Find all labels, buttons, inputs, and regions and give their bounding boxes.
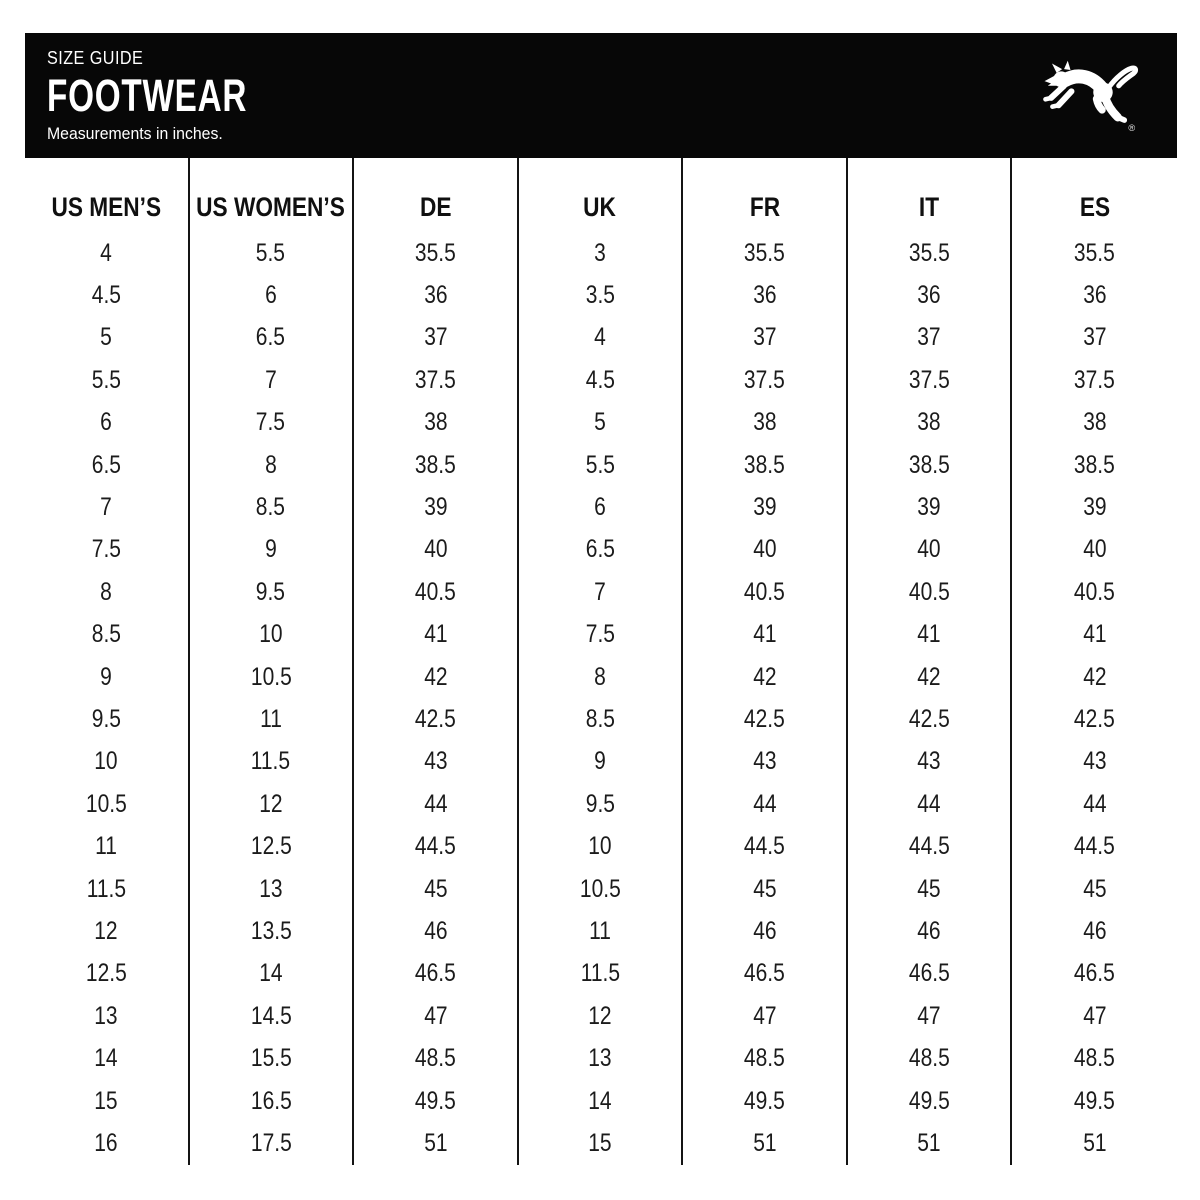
size-cell: 5.5 — [256, 238, 286, 267]
size-cell: 36 — [423, 281, 448, 310]
size-cell: 37.5 — [1074, 365, 1116, 394]
size-cell: 35.5 — [414, 238, 456, 267]
size-cell: 8.5 — [256, 493, 286, 522]
size-cell: 4 — [594, 323, 606, 352]
size-cell: 13 — [588, 1044, 612, 1073]
size-cell: 49.5 — [414, 1086, 456, 1115]
size-cell: 40.5 — [414, 577, 456, 606]
size-column-uk — [519, 158, 684, 1165]
size-cell: 40.5 — [1074, 577, 1116, 606]
size-cell: 8 — [100, 577, 113, 606]
size-cell: 42 — [1083, 662, 1107, 691]
size-cell: 44 — [917, 789, 941, 818]
size-cell: 40.5 — [744, 577, 785, 606]
size-cell: 8.5 — [585, 704, 615, 733]
size-cell: 42 — [752, 662, 777, 691]
size-cell: 35.5 — [1074, 238, 1116, 267]
size-cell: 8.5 — [91, 620, 121, 649]
size-cell: 47 — [752, 1001, 777, 1030]
size-cell: 10 — [94, 747, 118, 776]
size-cell: 4 — [100, 238, 113, 267]
size-cell: 45 — [752, 874, 777, 903]
size-cell: 46.5 — [1074, 959, 1116, 988]
size-cell: 37 — [917, 323, 941, 352]
size-cell: 43 — [1083, 747, 1107, 776]
size-cell: 42.5 — [908, 704, 950, 733]
size-cell: 39 — [917, 493, 941, 522]
size-cell: 10.5 — [579, 874, 621, 903]
size-cell: 45 — [1083, 874, 1107, 903]
size-cell: 14 — [94, 1044, 118, 1073]
size-cell: 11 — [259, 704, 282, 733]
size-cell: 5 — [594, 408, 606, 437]
size-cell: 41 — [752, 620, 777, 649]
column-header: DE — [419, 191, 452, 222]
size-cell: 46 — [423, 916, 448, 945]
size-cell: 38.5 — [1074, 450, 1116, 479]
size-cell: 40 — [1083, 535, 1107, 564]
size-cell: 3 — [594, 238, 606, 267]
subtitle: Measurements in inches. — [47, 124, 223, 143]
size-cell: 46.5 — [414, 959, 456, 988]
size-cell: 35.5 — [744, 238, 785, 267]
size-cell: 16 — [94, 1128, 118, 1157]
size-cell: 37.5 — [908, 365, 950, 394]
size-cell: 43 — [423, 747, 448, 776]
size-cell: 47 — [423, 1001, 448, 1030]
size-cell: 11 — [589, 916, 611, 945]
size-cell: 38.5 — [908, 450, 950, 479]
size-cell: 42.5 — [744, 704, 785, 733]
column-header: US MEN’S — [51, 191, 162, 222]
size-cell: 44 — [423, 789, 448, 818]
size-cell: 12 — [94, 916, 118, 945]
size-cell: 7.5 — [256, 408, 286, 437]
size-column-de — [354, 158, 519, 1165]
size-cell: 36 — [752, 281, 777, 310]
size-cell: 40 — [423, 535, 448, 564]
size-column-fr — [683, 158, 848, 1165]
size-cell: 38 — [917, 408, 941, 437]
size-cell: 13.5 — [250, 916, 292, 945]
eyebrow-label: SIZE GUIDE — [47, 48, 144, 68]
size-cell: 3.5 — [585, 281, 615, 310]
column-header: UK — [583, 191, 617, 222]
size-cell: 6.5 — [91, 450, 121, 479]
page-title: FOOTWEAR — [47, 70, 248, 121]
size-cell: 39 — [752, 493, 777, 522]
size-cell: 10.5 — [250, 662, 292, 691]
size-cell: 40.5 — [908, 577, 950, 606]
banner-text — [47, 49, 317, 142]
size-cell: 12.5 — [250, 832, 292, 861]
size-cell: 47 — [917, 1001, 941, 1030]
size-cell: 9.5 — [256, 577, 286, 606]
size-cell: 39 — [1083, 493, 1107, 522]
size-cell: 36 — [917, 281, 941, 310]
size-cell: 4.5 — [585, 365, 615, 394]
size-cell: 5 — [100, 323, 113, 352]
size-cell: 5.5 — [91, 365, 121, 394]
size-column-us-men-s — [25, 158, 190, 1165]
size-cell: 8 — [265, 450, 277, 479]
size-cell: 38.5 — [744, 450, 785, 479]
size-cell: 12 — [588, 1001, 612, 1030]
size-cell: 51 — [1083, 1128, 1107, 1157]
size-cell: 17.5 — [250, 1128, 292, 1157]
size-cell: 40 — [917, 535, 941, 564]
size-cell: 10 — [259, 620, 283, 649]
size-cell: 15.5 — [250, 1044, 292, 1073]
size-cell: 41 — [1083, 620, 1107, 649]
size-cell: 44.5 — [414, 832, 456, 861]
size-cell: 51 — [752, 1128, 777, 1157]
size-cell: 5.5 — [585, 450, 615, 479]
size-cell: 6 — [594, 493, 606, 522]
size-cell: 38 — [423, 408, 448, 437]
registered-mark: ® — [1128, 122, 1136, 133]
size-cell: 11.5 — [251, 747, 291, 776]
size-cell: 38.5 — [414, 450, 456, 479]
size-cell: 11 — [95, 832, 118, 861]
size-cell: 39 — [423, 493, 448, 522]
size-cell: 48.5 — [908, 1044, 950, 1073]
size-cell: 38 — [1083, 408, 1107, 437]
size-cell: 6 — [265, 281, 277, 310]
size-cell: 51 — [917, 1128, 941, 1157]
size-cell: 6.5 — [256, 323, 286, 352]
size-column-es — [1012, 158, 1177, 1165]
size-cell: 14 — [259, 959, 283, 988]
size-table — [25, 158, 1177, 1165]
size-cell: 9 — [265, 535, 277, 564]
size-cell: 15 — [588, 1128, 612, 1157]
size-cell: 7.5 — [585, 620, 615, 649]
size-cell: 38 — [752, 408, 777, 437]
size-cell: 40 — [752, 535, 777, 564]
size-column-us-women-s — [190, 158, 355, 1165]
size-cell: 4.5 — [91, 281, 121, 310]
size-cell: 51 — [423, 1128, 448, 1157]
size-cell: 42.5 — [1074, 704, 1116, 733]
size-cell: 44 — [752, 789, 777, 818]
size-cell: 10.5 — [85, 789, 127, 818]
size-cell: 13 — [94, 1001, 118, 1030]
size-cell: 15 — [94, 1086, 118, 1115]
size-cell: 37.5 — [414, 365, 456, 394]
size-cell: 44 — [1083, 789, 1107, 818]
size-cell: 7 — [594, 577, 606, 606]
size-cell: 45 — [917, 874, 941, 903]
size-cell: 49.5 — [1074, 1086, 1116, 1115]
size-cell: 46.5 — [744, 959, 785, 988]
size-cell: 44.5 — [1074, 832, 1116, 861]
size-cell: 43 — [917, 747, 941, 776]
size-cell: 10 — [588, 832, 612, 861]
size-cell: 42 — [423, 662, 448, 691]
column-header: US WOMEN’S — [196, 191, 346, 222]
size-cell: 44.5 — [744, 832, 785, 861]
size-cell: 49.5 — [744, 1086, 785, 1115]
size-cell: 9.5 — [585, 789, 615, 818]
size-cell: 7.5 — [91, 535, 121, 564]
size-cell: 14.5 — [250, 1001, 292, 1030]
size-cell: 45 — [423, 874, 448, 903]
size-cell: 43 — [752, 747, 777, 776]
size-cell: 48.5 — [414, 1044, 456, 1073]
size-cell: 42 — [917, 662, 941, 691]
size-cell: 36 — [1083, 281, 1107, 310]
size-cell: 47 — [1083, 1001, 1107, 1030]
size-cell: 46 — [917, 916, 941, 945]
size-cell: 37 — [1083, 323, 1107, 352]
size-cell: 46.5 — [908, 959, 950, 988]
size-cell: 37 — [423, 323, 448, 352]
column-header: FR — [749, 191, 780, 222]
size-cell: 49.5 — [908, 1086, 950, 1115]
size-cell: 48.5 — [744, 1044, 785, 1073]
size-cell: 44.5 — [908, 832, 950, 861]
size-cell: 48.5 — [1074, 1044, 1116, 1073]
size-cell: 11.5 — [580, 959, 620, 988]
column-header: IT — [919, 191, 940, 222]
size-column-it — [848, 158, 1013, 1165]
size-cell: 41 — [423, 620, 448, 649]
size-cell: 42.5 — [414, 704, 456, 733]
size-cell: 6 — [100, 408, 113, 437]
size-cell: 12 — [259, 789, 283, 818]
size-cell: 7 — [100, 493, 113, 522]
size-cell: 9 — [594, 747, 606, 776]
size-cell: 37.5 — [744, 365, 785, 394]
size-cell: 41 — [917, 620, 941, 649]
size-cell: 6.5 — [585, 535, 615, 564]
size-cell: 7 — [265, 365, 277, 394]
size-cell: 46 — [1083, 916, 1107, 945]
size-cell: 13 — [259, 874, 283, 903]
size-cell: 35.5 — [908, 238, 950, 267]
size-cell: 11.5 — [86, 874, 126, 903]
size-cell: 37 — [752, 323, 777, 352]
size-cell: 9 — [100, 662, 113, 691]
column-header: ES — [1079, 191, 1110, 222]
size-cell: 46 — [752, 916, 777, 945]
size-cell: 14 — [588, 1086, 612, 1115]
puma-logo-icon — [1039, 55, 1141, 137]
banner — [25, 33, 1177, 158]
size-cell: 9.5 — [91, 704, 121, 733]
size-cell: 12.5 — [85, 959, 127, 988]
size-cell: 16.5 — [250, 1086, 292, 1115]
size-cell: 8 — [594, 662, 606, 691]
